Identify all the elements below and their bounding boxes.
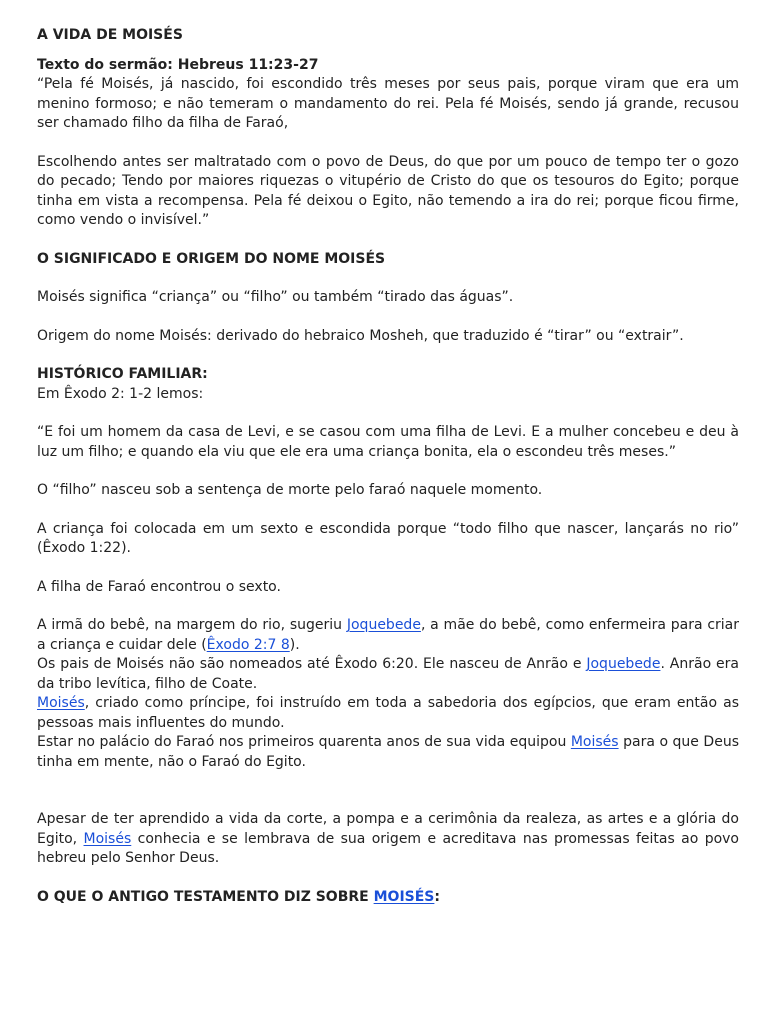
name-meaning-paragraph: Moisés significa “criança” ou “filho” ou também “tirado das águas”. xyxy=(37,289,514,305)
moses-heading-link[interactable]: MOISÉS xyxy=(373,888,435,905)
heading-old-testament xyxy=(37,888,739,908)
heading-old-testament-colon: : xyxy=(434,888,440,905)
son-sentence-paragraph: O “filho” nasceu sob a sentença de morte pelo faraó naquele momento. xyxy=(37,482,543,498)
palace-paragraph xyxy=(37,733,739,772)
basket-paragraph: A criança foi colocada em um sexto e escondida porque “todo filho que nascer, lançarás no rio” (Êxodo 1:22). xyxy=(37,520,739,556)
parents-text-1: Os pais de Moisés não são nomeados até Êxodo 6:20. Ele nasceu de Anrão e xyxy=(37,656,587,672)
moses-link-3[interactable]: Moisés xyxy=(83,830,132,847)
court-text-2: conhecia e se lembrava de sua origem e acreditava nas promessas feitas ao povo hebreu pelo Senhor Deus. xyxy=(37,830,739,866)
heading-name-meaning: O SIGNIFICADO E ORIGEM DO NOME MOISÉS xyxy=(37,250,386,267)
sister-paragraph xyxy=(37,616,739,655)
exodus-reference-link[interactable]: Êxodo 2:7 8 xyxy=(206,636,290,653)
scripture-quote-2: Escolhendo antes ser maltratado com o povo de Deus, do que por um pouco de tempo ter o gozo do pecado; Tendo por maiores riquezas o vitupério de Cristo do que os tesouros do Egito; porque tinha em vista a recompensa. Pela fé deixou o Egito, não temendo a ira do rei; porque ficou firme, como vendo o invisível.” xyxy=(37,153,739,228)
education-paragraph xyxy=(37,694,739,733)
moses-link-1[interactable]: Moisés xyxy=(37,695,85,711)
document-title: A VIDA DE MOISÉS xyxy=(37,27,183,43)
parents-text-2: . Anrão era da tribo levítica, filho de Coate. xyxy=(37,656,740,692)
moses-link-2[interactable]: Moisés xyxy=(570,734,619,750)
exodus-quote: “E foi um homem da casa de Levi, e se casou com uma filha de Levi. E a mulher concebeu e deu à luz um filho; e quando ela viu que ele era uma criança bonita, ela o escondeu três meses.” xyxy=(37,424,739,460)
pharaoh-daughter-paragraph: A filha de Faraó encontrou o sexto. xyxy=(37,578,281,595)
jochebed-link-2[interactable]: Joquebede xyxy=(586,656,661,672)
parents-paragraph xyxy=(37,655,739,694)
sister-text-3: ). xyxy=(289,636,300,653)
scripture-quote-1: “Pela fé Moisés, já nascido, foi escondido três meses por seus pais, porque viram que era um menino formoso; e não temeram o mandamento do rei. Pela fé Moisés, sendo já grande, recusou ser chamado filho da filha de Faraó, xyxy=(37,76,739,131)
heading-family-history: HISTÓRICO FAMILIAR: xyxy=(37,366,208,382)
palace-text-1: Estar no palácio do Faraó nos primeiros quarenta anos de sua vida equipou xyxy=(37,734,571,750)
name-origin-paragraph: Origem do nome Moisés: derivado do hebraico Mosheh, que traduzido é “tirar” ou “extrair”. xyxy=(37,327,684,344)
education-text: , criado como príncipe, foi instruído em toda a sabedoria dos egípcios, que eram então as pessoas mais influentes do mundo. xyxy=(37,695,739,731)
court-text-1: Apesar de ter aprendido a vida da corte, a pompa e a cerimônia da realeza, as artes e a glória do Egito, xyxy=(37,811,739,847)
sermon-text-label: Texto do sermão: Hebreus 11:23-27 xyxy=(37,56,319,73)
exodus-intro: Em Êxodo 2: 1-2 lemos: xyxy=(37,385,204,402)
document-body xyxy=(37,26,739,907)
palace-text-2: para o que Deus tinha em mente, não o Faraó do Egito. xyxy=(37,734,739,770)
sister-text-2: , a mãe do bebê, como enfermeira para criar a criança e cuidar dele ( xyxy=(37,617,740,653)
sister-text-1: A irmã do bebê, na margem do rio, sugeriu xyxy=(37,617,347,633)
court-paragraph xyxy=(37,810,739,869)
jochebed-link[interactable]: Joquebede xyxy=(346,617,421,633)
heading-old-testament-text: O QUE O ANTIGO TESTAMENTO DIZ SOBRE xyxy=(37,888,374,905)
